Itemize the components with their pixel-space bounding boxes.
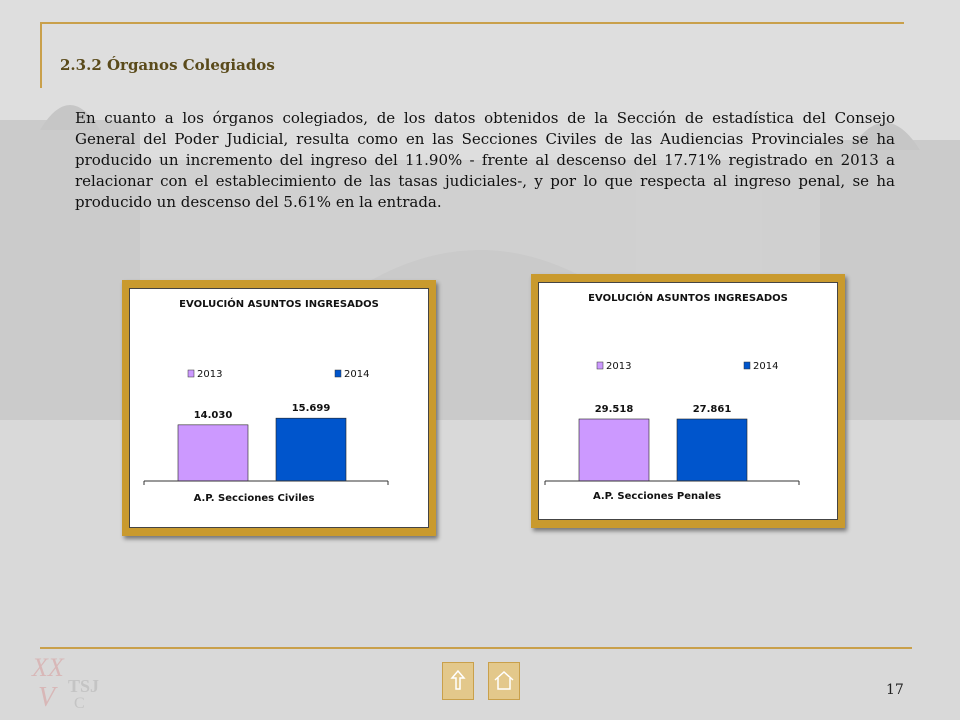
chart-penales — [538, 282, 838, 520]
bar-value-label-2014: 15.699 — [291, 403, 331, 415]
chart-penales-svg — [539, 283, 837, 519]
body-paragraph: En cuanto a los órganos colegiados, de los datos obtenidos de la Sección de estadística del Consejo General del Poder Judicial, resulta como en las Secciones Civiles de las Audiencias Provinciales se ha producido un incremento del ingreso del 11.90% - frente al descenso del 17.71% registrado en 2013 a relacionar con el establecimiento de las tasas judiciales-, y por lo que respecta al ingreso penal, se ha producido un descenso del 5.61% en la entrada. — [75, 109, 895, 211]
tsj-logo — [30, 648, 100, 710]
legend-swatch-2013 — [597, 362, 603, 369]
legend-label-2013: 2013 — [606, 361, 632, 372]
legend-label-2014: 2014 — [344, 369, 370, 380]
svg-text:XX: XX — [32, 653, 64, 682]
svg-text:C: C — [74, 695, 85, 710]
bar-value-label-2013: 14.030 — [193, 409, 233, 421]
bar-value-label-2014: 27.861 — [692, 404, 732, 415]
category-label: A.P. Secciones Civiles — [193, 493, 315, 504]
bar-2014 — [276, 418, 346, 481]
chart-penales-frame — [531, 274, 845, 528]
legend-swatch-2014 — [335, 370, 341, 377]
nav-home-button[interactable] — [488, 662, 520, 700]
bar-2013 — [178, 425, 248, 481]
chart-civiles-frame — [122, 280, 436, 536]
bar-value-label-2013: 29.518 — [594, 404, 634, 415]
page-number: 17 — [886, 682, 904, 698]
up-arrow-icon — [443, 663, 473, 699]
home-icon — [489, 663, 519, 699]
left-rule — [40, 22, 42, 88]
top-rule — [40, 22, 904, 24]
chart-title: EVOLUCIÓN ASUNTOS INGRESADOS — [179, 299, 379, 310]
category-label: A.P. Secciones Penales — [592, 491, 722, 502]
legend-label-2013: 2013 — [197, 369, 223, 380]
bar-2014 — [677, 419, 747, 481]
legend-swatch-2014 — [744, 362, 750, 369]
bottom-rule — [40, 647, 912, 649]
chart-civiles-svg — [130, 289, 428, 527]
chart-title: EVOLUCIÓN ASUNTOS INGRESADOS — [588, 293, 788, 304]
svg-text:TSJ: TSJ — [68, 676, 100, 696]
section-heading: 2.3.2 Órganos Colegiados — [60, 56, 275, 74]
bar-2013 — [579, 419, 649, 481]
legend-swatch-2013 — [188, 370, 194, 377]
svg-text:V: V — [38, 682, 56, 710]
nav-up-button[interactable] — [442, 662, 474, 700]
legend-label-2014: 2014 — [753, 361, 779, 372]
chart-civiles — [129, 288, 429, 528]
